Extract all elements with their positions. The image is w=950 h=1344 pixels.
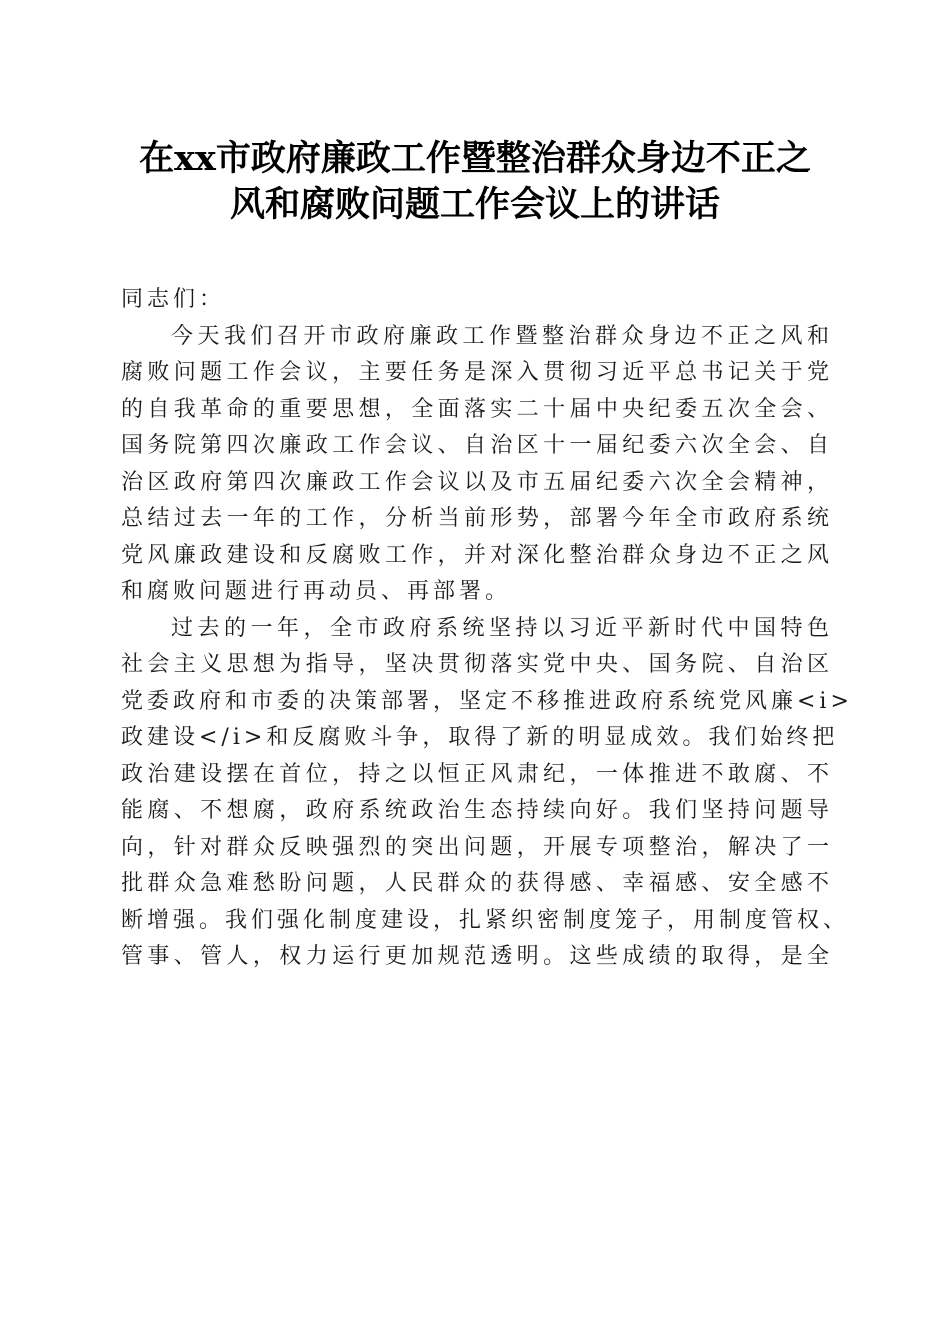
paragraph-line: 国务院第四次廉政工作会议、自治区十一届纪委六次全会、自 (121, 433, 833, 458)
paragraph-line: 总结过去一年的工作，分析当前形势，部署今年全市政府系统 (121, 506, 833, 531)
paragraph-2 (121, 611, 853, 976)
document-body (121, 282, 853, 976)
paragraph-line: 今天我们召开市政府廉政工作暨整治群众身边不正之风和 (171, 323, 833, 349)
paragraph-line: 管事、管人，权力运行更加规范透明。这些成绩的取得，是全 (121, 944, 833, 969)
paragraph-line: 和腐败问题进行再动员、再部署。 (121, 579, 512, 604)
paragraph-line: 过去的一年，全市政府系统坚持以习近平新时代中国特色 (171, 615, 833, 641)
paragraph-line: 治区政府第四次廉政工作会议以及市五届纪委六次全会精神， (121, 469, 833, 495)
paragraph-line: 腐败问题工作会议，主要任务是深入贯彻习近平总书记关于党 (121, 360, 833, 385)
paragraph-line: 的自我革命的重要思想，全面落实二十届中央纪委五次全会、 (121, 396, 833, 422)
paragraph-line: 断增强。我们强化制度建设，扎紧织密制度笼子，用制度管权、 (121, 907, 850, 933)
salutation: 同志们： (121, 287, 226, 312)
paragraph-line: 党委政府和市委的决策部署，坚定不移推进政府系统党风廉<i> (121, 688, 853, 714)
paragraph-line: 社会主义思想为指导，坚决贯彻落实党中央、国务院、自治区 (121, 652, 833, 677)
paragraph-line: 批群众急难愁盼问题，人民群众的获得感、幸福感、安全感不 (121, 871, 833, 896)
paragraph-line: 党风廉政建设和反腐败工作，并对深化整治群众身边不正之风 (121, 542, 833, 568)
paragraph-line: 向，针对群众反映强烈的突出问题，开展专项整治，解决了一 (121, 834, 833, 860)
paragraph-line: 政建设</i>和反腐败斗争，取得了新的明显成效。我们始终把 (121, 725, 839, 750)
document-title-line-1: 在xx市政府廉政工作暨整治群众身边不正之 (139, 138, 811, 179)
document-title-line-2: 风和腐败问题工作会议上的讲话 (229, 184, 720, 225)
paragraph-line: 政治建设摆在首位，持之以恒正风肃纪，一体推进不敢腐、不 (121, 761, 833, 787)
paragraph-1 (121, 319, 833, 611)
paragraph-line: 能腐、不想腐，政府系统政治生态持续向好。我们坚持问题导 (121, 798, 833, 823)
